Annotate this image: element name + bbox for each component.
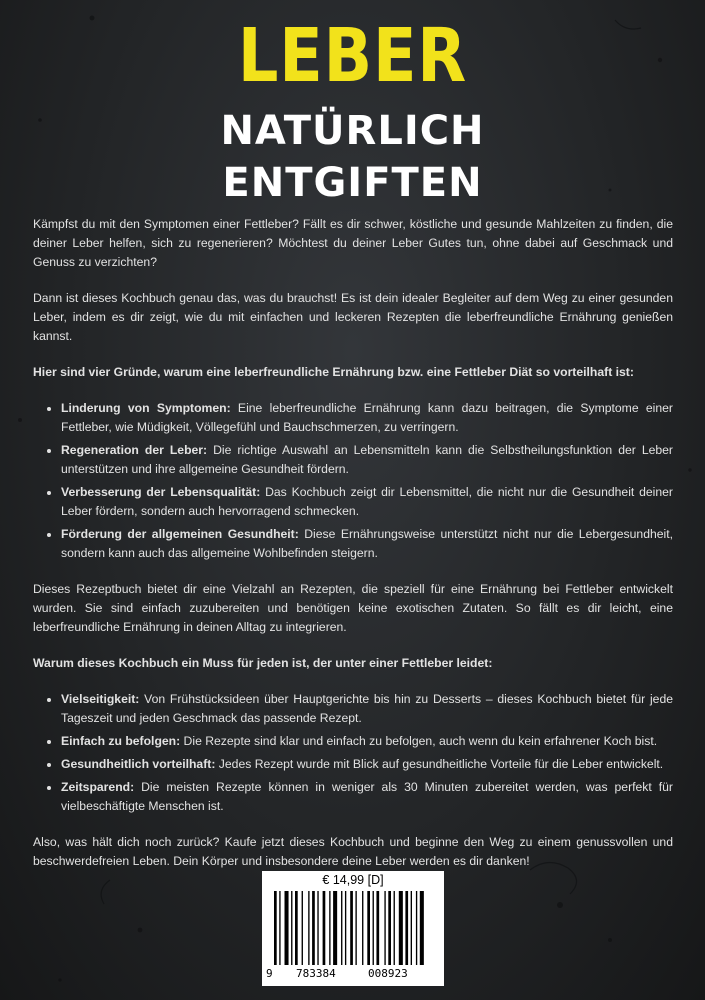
list-item-label: Förderung der allgemeinen Gesundheit: [61, 527, 299, 541]
barcode-bars [274, 891, 432, 969]
list-item-label: Vielseitigkeit: [61, 692, 140, 706]
list-item [61, 483, 673, 521]
list-item [61, 690, 673, 728]
barcode-bar [388, 891, 391, 965]
barcode-bar [411, 891, 412, 965]
title-line-natuerlich: NATÜRLICH [220, 108, 485, 154]
list-item [61, 755, 673, 774]
title-leber: LEBER [237, 13, 468, 99]
list-item [61, 441, 673, 479]
barcode-bar [355, 891, 356, 965]
barcode-bar [329, 891, 330, 965]
list-item [61, 732, 673, 751]
barcode-bar [317, 891, 318, 965]
barcode-bar [384, 891, 385, 965]
barcode-digit-prefix: 9 [266, 967, 273, 980]
middle-paragraph: Dieses Rezeptbuch bietet dir eine Vielzahl an Rezepten, die speziell für eine Ernährung bei Fettleber entwickelt wurden. Sie sind einfach zuzubereiten und benötigen keine exotischen Zutaten. So fällt es dir leicht, eine leberfreundliche Ernährung in deinen Alltag zu integrieren. [33, 582, 673, 634]
barcode-bar [345, 891, 346, 965]
list-item-text: Diese Ernährungsweise unterstützt nicht nur die Lebergesundheit, sondern kann auch das allgemeine Wohlbefinden steigern. [61, 527, 674, 560]
reasons-list [33, 399, 673, 563]
list-item [61, 525, 673, 563]
list-item-label: Zeitsparend: [61, 780, 135, 794]
closing-paragraph: Also, was hält dich noch zurück? Kaufe jetzt dieses Kochbuch und beginne den Weg zu einem genussvollen und beschwerdefreien Leben. Dein Körper und insbesondere deine Leber werden es dir danken! [33, 835, 673, 868]
barcode-bar [341, 891, 342, 965]
barcode-bar [291, 891, 292, 965]
barcode-bar [323, 891, 326, 965]
list-item-label: Einfach zu befolgen: [61, 734, 181, 748]
list-item-text: Jedes Rezept wurde mit Blick auf gesundheitliche Vorteile für die Leber entwickelt. [215, 757, 664, 771]
barcode-bar [367, 891, 370, 965]
intro-paragraph-1: Kämpfst du mit den Symptomen einer Fettleber? Fällt es dir schwer, köstliche und gesunde Mahlzeiten zu finden, die deiner Leber helfen, sich zu regenerieren? Möchtest du deiner Leber Gutes tun, ohne dabei auf Geschmack und Genuss zu verzichten? [33, 217, 673, 269]
barcode-bar [399, 891, 403, 965]
list-item-text: Die meisten Rezepte können in weniger als 30 Minuten zubereitet werden, was perfekt für vielbeschäftigte Menschen ist. [61, 780, 673, 813]
barcode-bar [405, 891, 408, 965]
list-item-text: Die richtige Auswahl an Lebensmitteln kann die Selbstheilungsfunktion der Leber unterstützen und ihre allgemeine Gesundheit fördern. [61, 443, 673, 476]
why-list [33, 690, 673, 816]
barcode-bar [394, 891, 395, 965]
list-item-text: Das Kochbuch zeigt dir Lebensmittel, die nicht nur die Gesundheit deiner Leber fördern, sondern auch hervorragend schmecken. [61, 485, 673, 518]
list-item-text: Eine leberfreundliche Ernährung kann dazu beitragen, die Symptome einer Fettleber, wie Müdigkeit, Völlegefühl und Bauchschmerzen, zu verringern. [61, 401, 673, 434]
barcode-bar [279, 891, 280, 965]
barcode-bar [302, 891, 303, 965]
reasons-heading: Hier sind vier Gründe, warum eine leberfreundliche Ernährung bzw. eine Fettleber Diät so vorteilhaft ist: [33, 365, 634, 379]
barcode-bar [416, 891, 417, 965]
list-item-label: Verbesserung der Lebensqualität: [61, 485, 261, 499]
list-item-text: Die Rezepte sind klar und einfach zu befolgen, auch wenn du kein erfahrener Koch bist. [180, 734, 658, 748]
price-label: € 14,99 [D] [322, 873, 384, 887]
barcode-bar [333, 891, 337, 965]
list-item-label: Regeneration der Leber: [61, 443, 208, 457]
barcode-digits-left: 783384 [296, 967, 336, 980]
barcode-digits-right: 008923 [368, 967, 408, 980]
list-item-label: Gesundheitlich vorteilhaft: [61, 757, 216, 771]
barcode-bar [295, 891, 298, 965]
barcode-bar [420, 891, 424, 965]
list-item [61, 778, 673, 816]
list-item [61, 399, 673, 437]
barcode-bar [308, 891, 309, 965]
intro-paragraph-2: Dann ist dieses Kochbuch genau das, was du brauchst! Es ist dein idealer Begleiter auf dem Weg zu einer gesunden Leber, indem es dir zeigt, wie du mit einfachen und leckeren Rezepten die leberfreundliche Ernährung genießen kannst. [33, 291, 673, 343]
barcode-bar [312, 891, 315, 965]
barcode-bar [362, 891, 363, 965]
description-text [33, 215, 673, 888]
why-heading: Warum dieses Kochbuch ein Muss für jeden ist, der unter einer Fettleber leidet: [33, 656, 493, 670]
barcode-bar [274, 891, 277, 965]
title-line-entgiften: ENTGIFTEN [222, 160, 483, 206]
barcode-bar [350, 891, 353, 965]
barcode-bar [376, 891, 379, 965]
list-item-text: Von Frühstücksideen über Hauptgerichte bis hin zu Desserts – dieses Kochbuch bietet für jede Tageszeit und jeden Geschmack das passende Rezept. [61, 692, 673, 725]
barcode-bar [373, 891, 374, 965]
barcode-bar [285, 891, 289, 965]
list-item-label: Linderung von Symptomen: [61, 401, 231, 415]
barcode-box [262, 871, 444, 986]
